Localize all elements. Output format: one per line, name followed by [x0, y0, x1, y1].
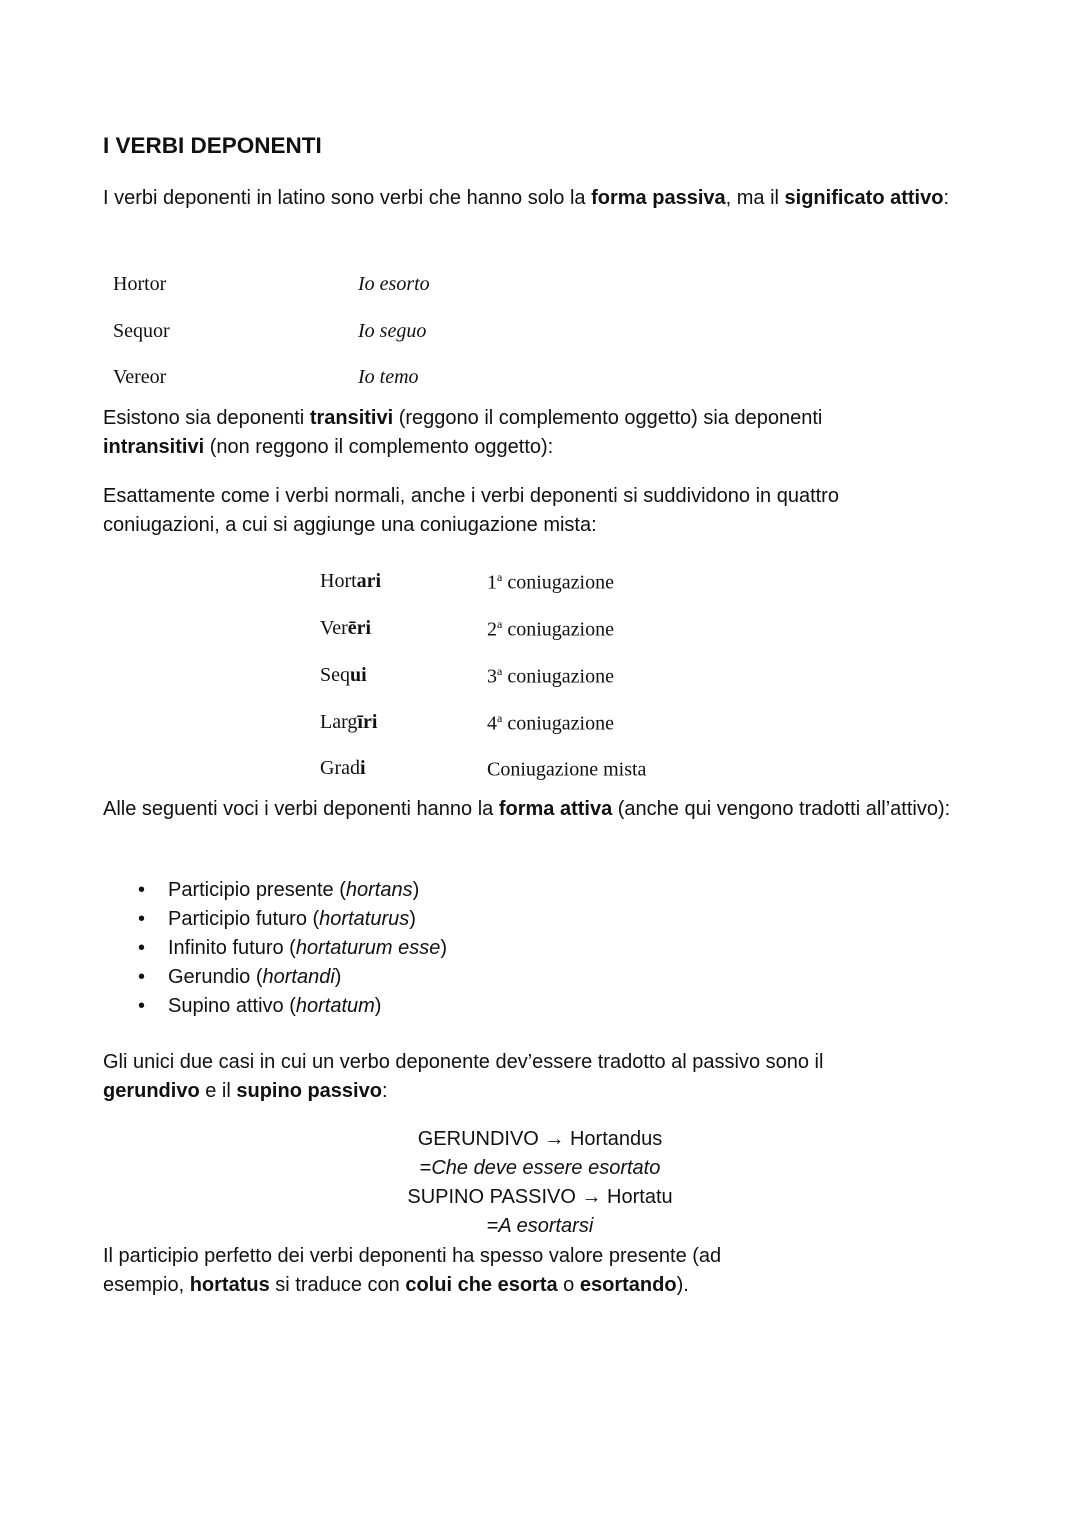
verb-ending: i: [359, 757, 366, 779]
transitivity-text-1: Esistono sia deponenti: [103, 407, 310, 429]
intro-text-1: I verbi deponenti in latino sono verbi che hanno solo la: [103, 187, 592, 209]
passive-text-1: Gli unici due casi in cui un verbo deponente dev’essere tradotto al passivo sono il: [103, 1051, 824, 1073]
example-latin: Hortor: [113, 273, 167, 295]
example-italian: [358, 320, 426, 343]
passive-text-3: :: [381, 1080, 388, 1102]
item-example: hortaturum esse: [295, 937, 441, 959]
conj-ordinal: a: [497, 570, 503, 584]
gerundivo-translation: [340, 1154, 740, 1183]
conj-text: coniugazione: [502, 712, 614, 735]
intro-text-3: :: [943, 187, 949, 209]
intro-bold-2: significato attivo: [784, 187, 944, 209]
transitivity-bold-2: intransitivi: [103, 436, 205, 458]
bullet-icon: •: [138, 937, 146, 959]
example-italian-text: Io esorto: [358, 273, 430, 295]
equals-sign: =: [486, 1215, 499, 1237]
example-italian-text: Io temo: [358, 366, 419, 388]
conj-ordinal: a: [497, 664, 503, 678]
conjugation-label: [487, 617, 614, 642]
participle-paragraph: [103, 1242, 803, 1300]
item-close: ): [334, 966, 342, 988]
item-example: hortans: [345, 879, 413, 901]
list-item: [103, 992, 447, 1021]
conjugation-verb: [320, 711, 377, 734]
item-label: Gerundio (: [168, 966, 263, 988]
participle-text-3: o: [557, 1274, 580, 1296]
conj-number: 2: [487, 618, 497, 641]
conj-number: 3: [487, 665, 497, 688]
list-item: [103, 934, 447, 963]
conjugation-label: [487, 664, 614, 689]
active-bold-1: forma attiva: [498, 798, 613, 820]
bullet-icon: •: [138, 995, 146, 1017]
verb-stem: Ver: [320, 617, 348, 639]
passive-bold-1: gerundivo: [103, 1080, 200, 1102]
conj-text: coniugazione: [502, 618, 614, 641]
participle-bold-3: esortando: [579, 1274, 677, 1296]
conj-ordinal: a: [497, 617, 503, 631]
verb-stem: Larg: [320, 711, 358, 733]
conjugation-verb: [320, 757, 366, 780]
page-title: I VERBI DEPONENTI: [103, 133, 322, 158]
bullet-icon: •: [138, 908, 146, 930]
verb-stem: Grad: [320, 757, 360, 779]
example-latin: Vereor: [113, 366, 167, 388]
verb-stem: Seq: [320, 664, 350, 686]
bullet-icon: •: [138, 966, 146, 988]
conj-text: Coniugazione mista: [487, 758, 647, 781]
example-italian: [358, 273, 430, 296]
passive-text-2: e il: [199, 1080, 237, 1102]
active-text-2: (anche qui vengono tradotti all’attivo):: [612, 798, 951, 820]
item-label: Participio futuro (: [168, 908, 320, 930]
supino-line: SUPINO PASSIVO → Hortatu: [407, 1186, 673, 1208]
conjugation-verb: [320, 570, 381, 593]
item-example: hortatum: [295, 995, 375, 1017]
participle-bold-1: hortatus: [189, 1274, 270, 1296]
transitivity-text-3: (non reggono il complemento oggetto):: [204, 436, 554, 458]
bullet-icon: •: [138, 879, 146, 901]
item-close: ): [374, 995, 382, 1017]
verb-ending: ari: [356, 570, 382, 592]
item-close: ): [409, 908, 416, 930]
transitivity-paragraph: [103, 404, 823, 462]
verb-ending: īri: [357, 711, 378, 733]
active-forms-list: [103, 876, 447, 1021]
conjugation-verb: [320, 664, 367, 687]
supino-translation: [340, 1212, 740, 1241]
item-close: ): [440, 937, 448, 959]
conj-text: coniugazione: [502, 665, 614, 688]
conjugation-label: [487, 570, 614, 595]
conj-number: 4: [487, 712, 497, 735]
intro-bold-1: forma passiva: [591, 187, 726, 209]
conjugation-label: [487, 711, 614, 736]
active-text-1: Alle seguenti voci i verbi deponenti hanno la: [103, 798, 499, 820]
intro-paragraph: [103, 184, 963, 213]
list-item: [103, 876, 447, 905]
example-italian-text: Io seguo: [358, 320, 427, 342]
equals-sign: =: [419, 1157, 432, 1179]
example-italian: [358, 366, 419, 389]
conj-ordinal: a: [497, 711, 503, 725]
active-forms-paragraph: [103, 795, 963, 824]
passive-examples: [340, 1125, 740, 1241]
example-latin: Sequor: [113, 320, 170, 342]
translation-text: A esortarsi: [498, 1215, 594, 1237]
participle-text-1: Il participio perfetto dei verbi deponenti ha spesso valore presente (ad esempio,: [103, 1245, 722, 1296]
item-label: Supino attivo (: [168, 995, 296, 1017]
verb-ending: ui: [350, 664, 367, 686]
conj-number: 1: [487, 571, 497, 594]
verb-stem: Hort: [320, 570, 357, 592]
intro-text-2: , ma il: [725, 187, 785, 209]
passive-bold-2: supino passivo: [236, 1080, 382, 1102]
participle-text-4: ).: [676, 1274, 689, 1296]
transitivity-bold-1: transitivi: [309, 407, 394, 429]
conjugation-verb: [320, 617, 371, 640]
participle-text-2: si traduce con: [269, 1274, 406, 1296]
item-label: Participio presente (: [168, 879, 346, 901]
item-label: Infinito futuro (: [168, 937, 296, 959]
conj-text: coniugazione: [502, 571, 614, 594]
conjugation-label: [487, 757, 646, 782]
list-item: [103, 963, 447, 992]
list-item: [103, 905, 447, 934]
item-example: hortandi: [262, 966, 335, 988]
item-example: hortaturus: [319, 908, 410, 930]
passive-cases-paragraph: [103, 1048, 893, 1106]
transitivity-text-2: (reggono il complemento oggetto) sia deponenti: [393, 407, 823, 429]
participle-bold-2: colui che esorta: [405, 1274, 558, 1296]
conjugations-intro: Esattamente come i verbi normali, anche i verbi deponenti si suddividono in quattro coniugazioni, a cui si aggiunge una coniugazione mista:: [103, 485, 839, 536]
translation-text: Che deve essere esortato: [431, 1157, 661, 1179]
gerundivo-line: GERUNDIVO → Hortandus: [417, 1128, 663, 1150]
item-close: ): [412, 879, 420, 901]
verb-ending: ēri: [347, 617, 372, 639]
